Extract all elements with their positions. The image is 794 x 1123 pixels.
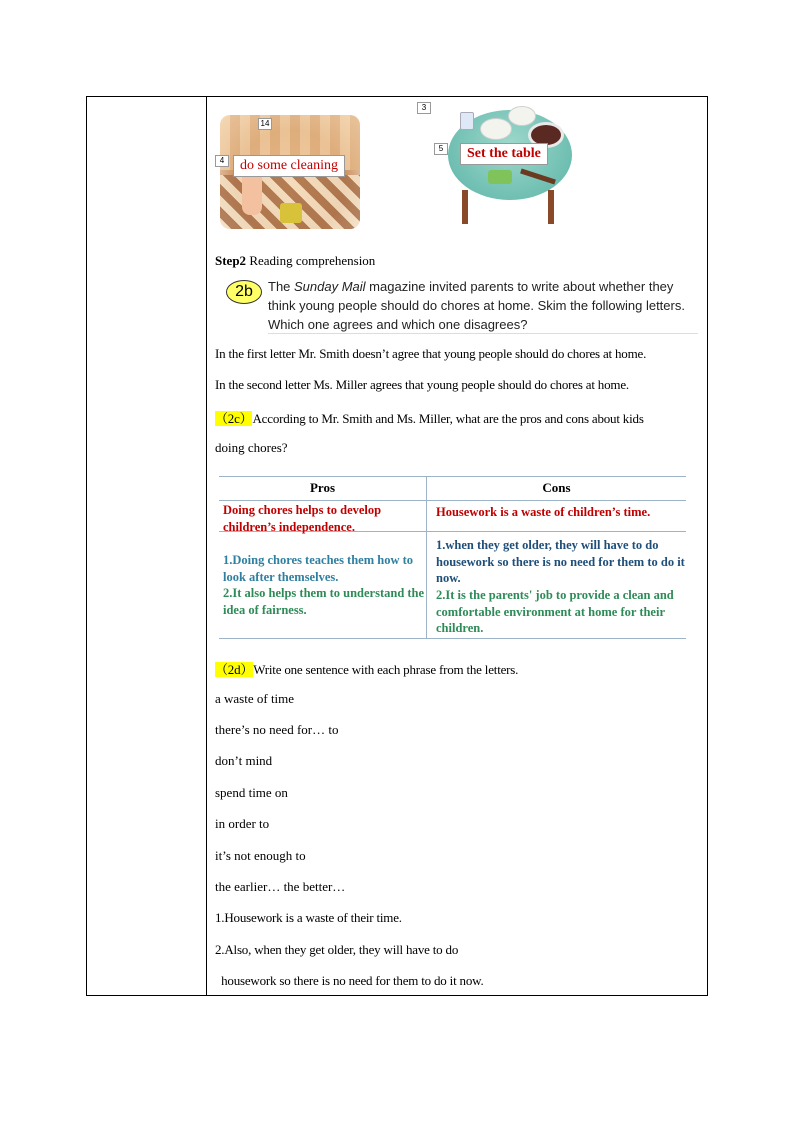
green-dish-icon [488,170,512,184]
pros-main: Doing chores helps to develop children’s independence. [223,503,382,534]
picture-number-3: 3 [417,102,431,114]
cons-point-2: 2.It is the parents' job to provide a clean and comfortable environment at home for their children. [436,588,674,635]
phrase-item: the earlier… the better… [215,879,346,894]
task-2b [226,277,698,335]
table-leg [548,190,554,224]
step2-label: Step2 [215,253,247,268]
phrase-item: don’t mind [215,753,273,768]
cons-main: Housework is a waste of children’s time. [436,505,651,519]
table-border-bottom [219,638,686,639]
task-2b-text-post: magazine invited parents to write about whether they think young people should do chores at home. Skim the following letters. Which one agrees and which one disagrees? [268,279,685,332]
pros-point-2: 2.It also helps them to understand the idea of fairness. [223,586,425,617]
set-table-label: Set the table [460,143,548,165]
phrase-item: in order to [215,816,270,831]
task-2d-line [215,659,518,678]
pros-point-1: 1.Doing chores teaches them how to look after themselves. [223,553,414,584]
magazine-name: Sunday Mail [294,279,366,294]
task-2c-line1 [215,408,644,427]
plate-icon [508,106,536,126]
cleaning-label: do some cleaning [233,155,345,177]
phrase-item: there’s no need for… to [215,722,339,737]
bucket-icon [280,203,302,223]
column-divider [206,96,207,996]
table-column-border [426,476,427,639]
sentence-1: 1.Housework is a waste of their time. [215,910,402,925]
cons-point-1: 1.when they get older, they will have to do housework so there is no need for them to do it now. [436,538,685,585]
step2-heading [215,253,375,269]
phrase-item: it’s not enough to [215,848,306,863]
answer-2b-2: In the second letter Ms. Miller agrees that young people should do chores at home. [215,377,629,392]
task-2d-instruction: Write one sentence with each phrase from the letters. [253,662,519,677]
phrase-item: a waste of time [215,691,295,706]
picture-number-4: 4 [215,155,229,167]
task-2b-text [268,277,698,334]
pros-header: Pros [309,480,336,495]
sentence-2-continued: housework so there is no need for them to do it now. [215,973,484,988]
task-2c-question: According to Mr. Smith and Ms. Miller, what are the pros and cons about kids [252,411,644,426]
picture-number-5: 5 [434,143,448,155]
plate-icon [480,118,512,140]
answer-2b-1: In the first letter Mr. Smith doesn’t agree that young people should do chores at home. [215,346,647,361]
pros-cons-table [219,476,686,639]
task-2b-text-pre: The [268,279,295,294]
table-leg [462,190,468,224]
step2-title: Reading comprehension [249,253,376,268]
task-2b-underline [268,333,698,334]
cons-header: Cons [542,480,571,495]
task-2b-badge: 2b [226,280,262,304]
picture-badge: 14 [258,118,272,130]
task-2d-tag: （2d） [215,662,254,677]
table-header-border [219,500,686,501]
task-2c-line2: doing chores? [215,440,288,455]
glass-icon [460,112,474,130]
task-2c-tag: （2c） [215,411,253,426]
sentence-2: 2.Also, when they get older, they will have to do [215,942,459,957]
phrase-item: spend time on [215,785,288,800]
